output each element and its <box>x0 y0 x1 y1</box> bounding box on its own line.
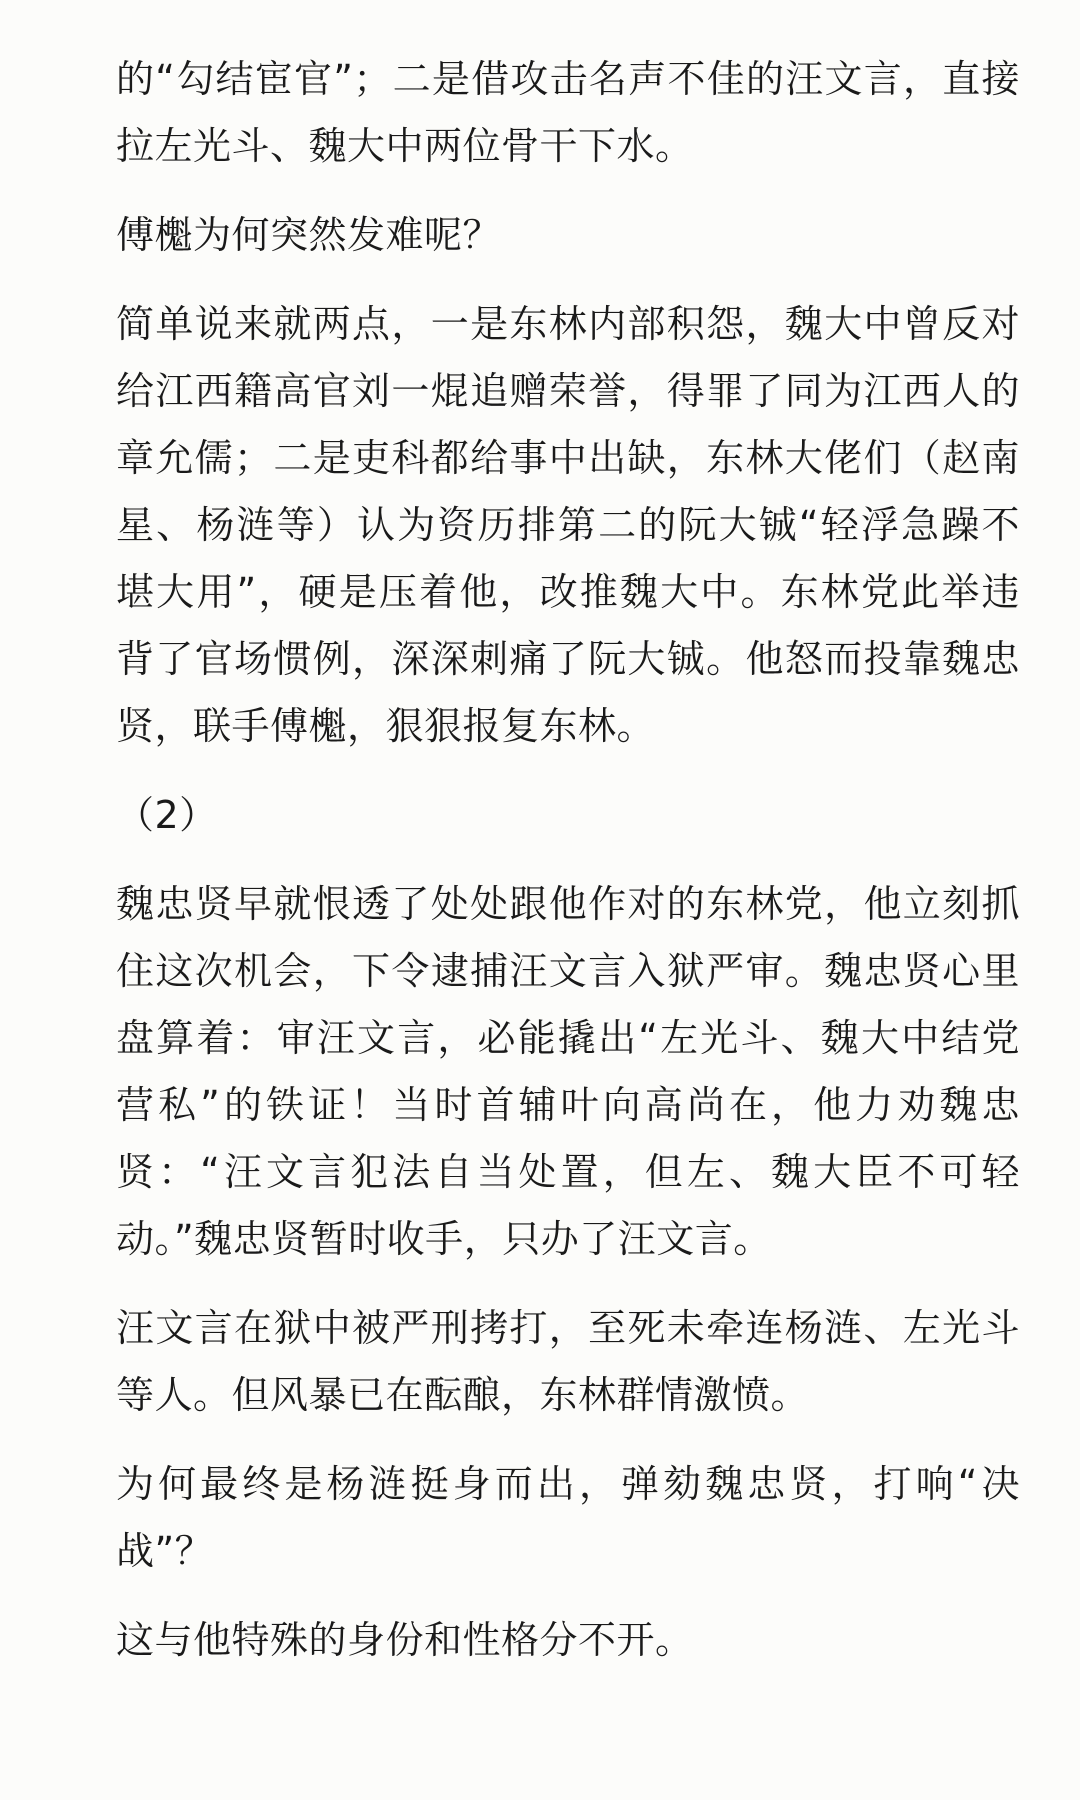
paragraph-7: 这与他特殊的身份和性格分不开。 <box>116 1618 694 1662</box>
paragraph-4: 魏忠贤早就恨透了处处跟他作对的东林党，他立刻抓住这次机会，下令逮捕汪文言入狱严审。魏忠贤心里盘算着：审汪文言，必能撬出“左光斗、魏大中结党营私”的铁证！当时首辅叶向高尚在，他力劝魏忠贤：“汪文言犯法自当处置，但左、魏大臣不可轻动。”魏忠贤暂时收手，只办了汪文言。 <box>116 882 1020 1261</box>
paragraph-1: 的“勾结宦官”；二是借攻击名声不佳的汪文言，直接拉左光斗、魏大中两位骨干下水。 <box>116 57 1020 168</box>
paragraph-3: 简单说来就两点，一是东林内部积怨，魏大中曾反对给江西籍高官刘一焜追赠荣誉，得罪了同为江西人的章允儒；二是吏科都给事中出缺，东林大佬们（赵南星、杨涟等）认为资历排第二的阮大铖“轻浮急躁不堪大用”，硬是压着他，改推魏大中。东林党此举违背了官场惯例，深深刺痛了阮大铖。他怒而投靠魏忠贤，联手傅櫆，狠狠报复东林。 <box>116 302 1020 748</box>
section-number: （2） <box>116 793 218 837</box>
article-body <box>116 46 1020 1696</box>
paragraph-5: 汪文言在狱中被严刑拷打，至死未牵连杨涟、左光斗等人。但风暴已在酝酿，东林群情激愤。 <box>116 1306 1020 1417</box>
paragraph-6: 为何最终是杨涟挺身而出，弹劾魏忠贤，打响“决战”？ <box>116 1462 1020 1573</box>
paragraph-2: 傅櫆为何突然发难呢？ <box>116 213 502 257</box>
